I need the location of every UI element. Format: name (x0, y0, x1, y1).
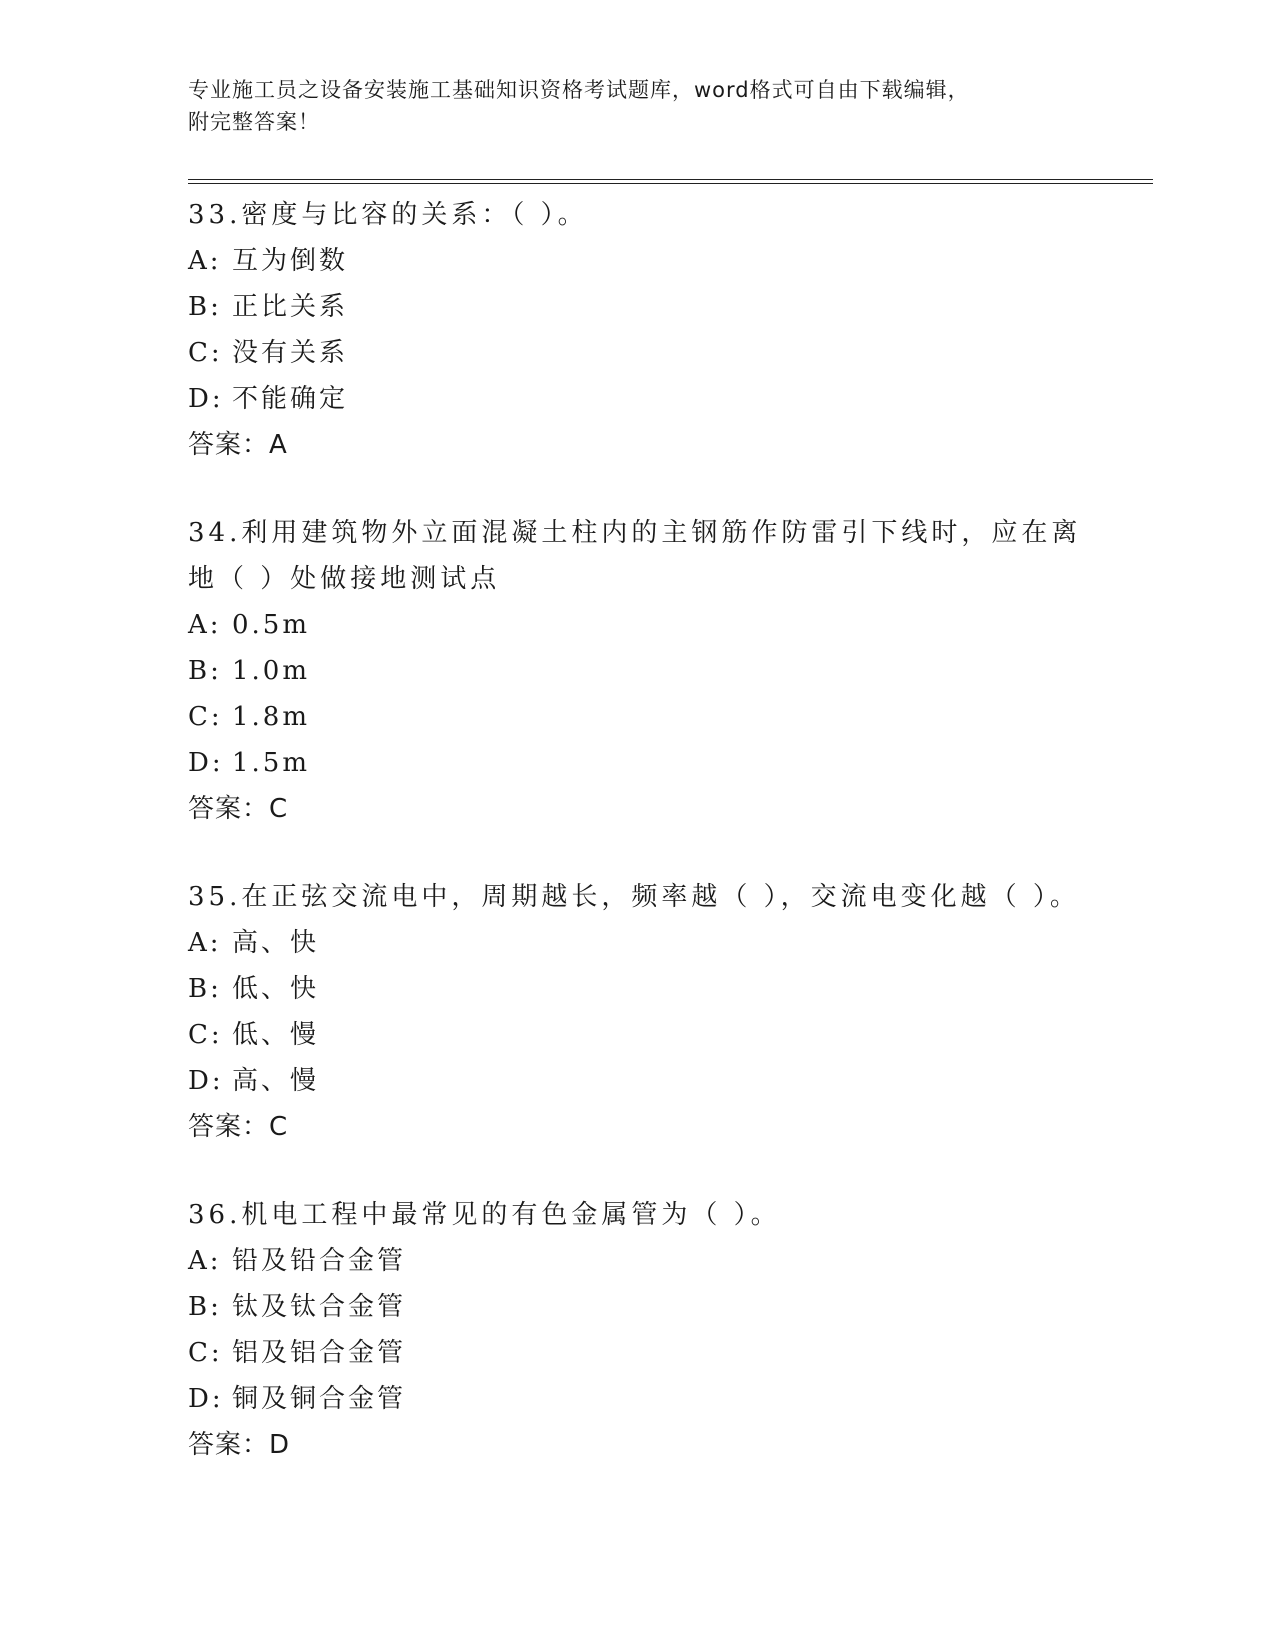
option-key: A: (188, 928, 222, 958)
option-d (188, 1058, 1088, 1104)
question-stem: 33.密度与比容的关系：（ ）。 (188, 200, 588, 230)
option-text: 铝及铝合金管 (232, 1338, 407, 1368)
answer-line: 答案：A (188, 430, 288, 460)
option-text: 不能确定 (232, 384, 349, 414)
option-key: D: (188, 384, 224, 414)
question-stem: 36.机电工程中最常见的有色金属管为（ ）。 (188, 1200, 781, 1230)
option-text: 低、快 (232, 974, 320, 1004)
option-key: B: (188, 974, 222, 1004)
answer-line: 答案：C (188, 1112, 289, 1142)
option-a (188, 238, 1088, 284)
option-text: 正比关系 (232, 292, 349, 322)
option-key: D: (188, 748, 224, 778)
question-34 (188, 510, 1088, 832)
option-d (188, 1376, 1088, 1422)
option-key: B: (188, 656, 222, 686)
option-text: 没有关系 (232, 338, 349, 368)
header-divider-top (188, 179, 1153, 180)
option-text: 0.5m (232, 610, 311, 640)
option-text: 高、快 (232, 928, 320, 958)
question-stem: 35.在正弦交流电中，周期越长，频率越（ ），交流电变化越（ ）。 (188, 882, 1080, 912)
option-key: A: (188, 246, 222, 276)
header-line-2: 附完整答案！ (188, 110, 320, 134)
option-key: A: (188, 610, 222, 640)
header-divider-bottom (188, 183, 1153, 184)
question-stem: 34.利用建筑物外立面混凝土柱内的主钢筋作防雷引下线时，应在离地（ ）处做接地测试点 (188, 518, 1082, 594)
option-a (188, 1238, 1088, 1284)
question-35 (188, 874, 1088, 1150)
option-key: C: (188, 1020, 223, 1050)
question-list (188, 192, 1088, 1510)
option-text: 钛及钛合金管 (232, 1292, 407, 1322)
option-text: 互为倒数 (232, 246, 349, 276)
option-a (188, 602, 1088, 648)
option-text: 1.5m (232, 748, 311, 778)
option-a (188, 920, 1088, 966)
option-b (188, 1284, 1088, 1330)
option-key: B: (188, 292, 222, 322)
option-b (188, 648, 1088, 694)
option-text: 铜及铜合金管 (232, 1384, 407, 1414)
option-d (188, 740, 1088, 786)
option-key: D: (188, 1066, 224, 1096)
option-key: C: (188, 702, 223, 732)
option-b (188, 284, 1088, 330)
option-text: 低、慢 (232, 1020, 320, 1050)
answer-line: 答案：C (188, 794, 289, 824)
option-c (188, 330, 1088, 376)
header-line-1: 专业施工员之设备安装施工基础知识资格考试题库，word格式可自由下载编辑， (188, 78, 970, 102)
question-36 (188, 1192, 1088, 1468)
option-text: 铅及铅合金管 (232, 1246, 407, 1276)
question-33 (188, 192, 1088, 468)
option-c (188, 694, 1088, 740)
option-text: 1.8m (232, 702, 311, 732)
option-key: B: (188, 1292, 222, 1322)
option-key: C: (188, 1338, 223, 1368)
option-b (188, 966, 1088, 1012)
document-header (188, 74, 1088, 138)
option-d (188, 376, 1088, 422)
option-text: 1.0m (232, 656, 311, 686)
option-text: 高、慢 (232, 1066, 320, 1096)
option-key: D: (188, 1384, 224, 1414)
option-c (188, 1330, 1088, 1376)
option-c (188, 1012, 1088, 1058)
option-key: C: (188, 338, 223, 368)
answer-line: 答案：D (188, 1430, 291, 1460)
option-key: A: (188, 1246, 222, 1276)
